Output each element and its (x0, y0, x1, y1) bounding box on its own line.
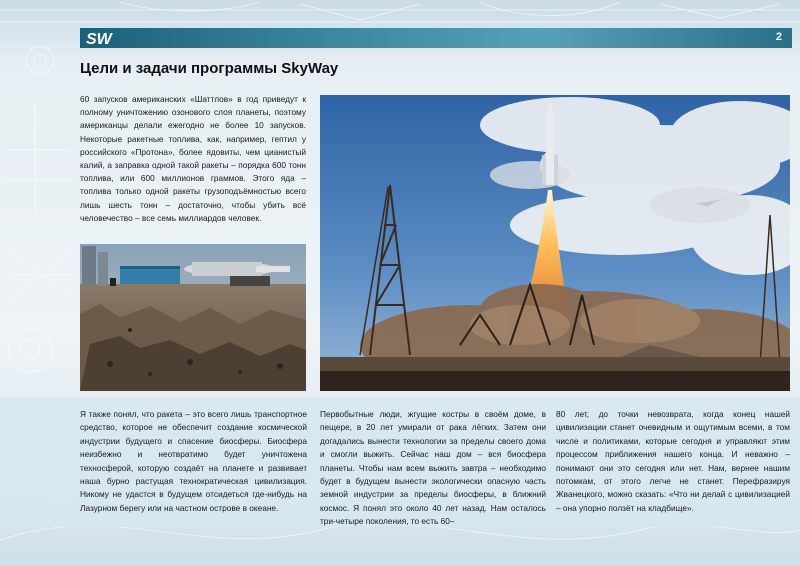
page-title: Цели и задачи программы SkyWay (80, 60, 339, 77)
text-column-1: Я также понял, что ракета – это всего лишь транспортное средство, которое не обеспечит создание космической индустрии будущего и спасение биосферы. Биосфера неизбежно и неотвратимо будет уничтожена техносферой, которую создаёт на планете и развивает наша бурно растущая технократическая цивилизация. Никому не удастся в будущем отсидеться где-нибудь на Лазурном берегу или на частном острове в океане. (80, 409, 307, 513)
text-column-2: Первобытные люди, жгущие костры в своём доме, в пещере, в 20 лет умирали от рака лёгких. Затем они догадались вынести технологии за пределы своего дома и смогли выжить. Сейчас наш дом – вся биосфера планеты. Чтобы нам всем выжить завтра – необходимо будет в будущем вынести экологически опасную часть земной индустрии за пределы биосферы, в ближний космос. Я понял это около 40 лет назад. Нам осталось три-четыре поколения, то есть 60– (320, 409, 546, 527)
text-column-3: 80 лет, до точки невозврата, когда конец нашей цивилизации станет очевидным и ощутимым всеми, в том числе и политиками, которые сегодня и управляют этим процессом приближения нашего конца. И неважно – понимают они это сегодня или нет. Нам, вернее нашим потомкам, от этого легче не станет. Перефразируя Жванецкого, можно сказать: «Что ни делай с цивилизацией – она упорно ползёт на кладбище». (556, 409, 790, 513)
skyway-logo (84, 29, 144, 47)
rocket-transport-photo (80, 244, 306, 391)
header-bar (80, 28, 792, 48)
intro-paragraph: 60 запусков американских «Шаттлов» в год приведут к полному уничтожению озонового слоя планеты, поэтому американцы делали ежегодно не более 10 запусков. Некоторые ракетные топлива, как, например, гептил у российского «Протона», более ядовиты, чем цианистый калий, а заправка одной такой ракеты – порядка 600 тонн топлива, или 600 миллионов граммов. Этого яда – топлива только одной ракеты грузоподъёмностью всего лишь шесть тонн – достаточно, чтобы убить всё человечество – все семь миллиардов человек. (80, 94, 306, 223)
page-number: 2 (775, 31, 782, 43)
svg-text:SW: SW (86, 31, 112, 47)
soyuz-launch-photo (320, 95, 790, 391)
